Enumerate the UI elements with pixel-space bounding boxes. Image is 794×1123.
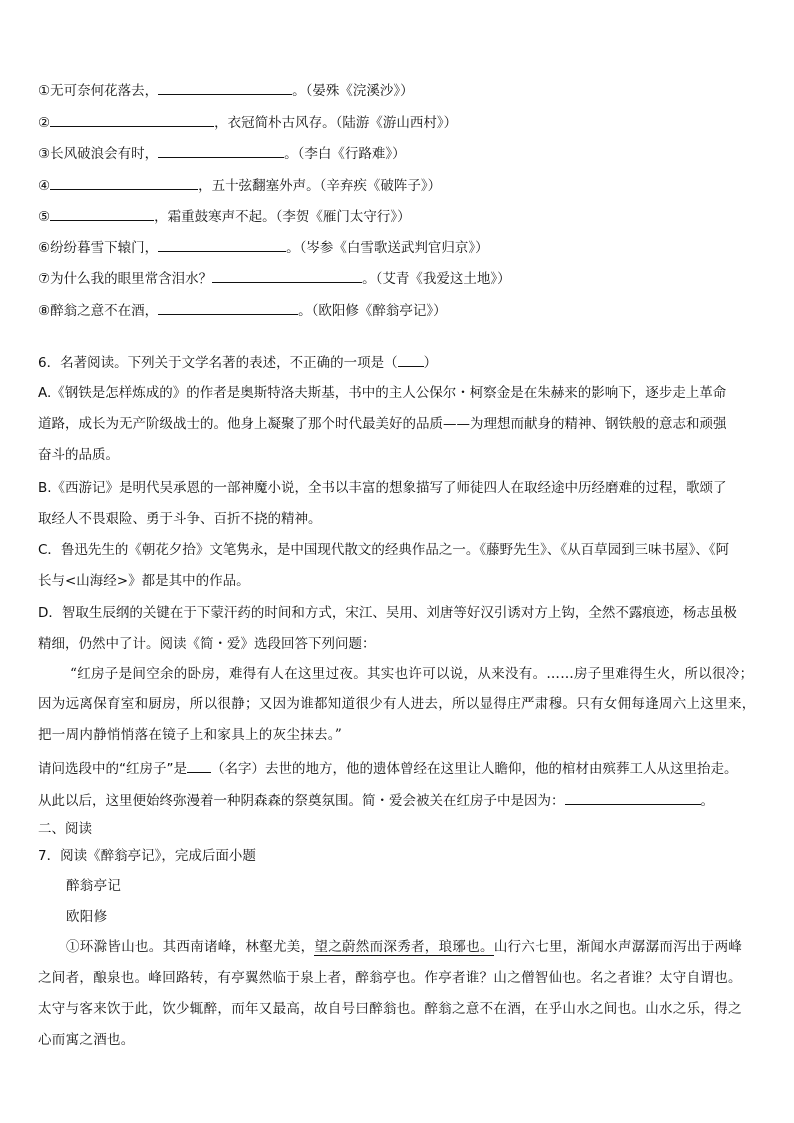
line-text: ③长风破浪会有时， (38, 146, 159, 162)
option-b-line-1: B.《西游记》是明代吴承恩的一部神魔小说，全书以丰富的想象描写了师徒四人在取经途中历经磨难的过程，歌颂了 (38, 480, 727, 496)
question-text: 6．名著阅读。下列关于文学名著的表述，不正确的一项是（ (38, 355, 398, 371)
passage-line-1 (66, 937, 760, 957)
answer-blank[interactable] (158, 237, 286, 252)
question-6-stem (38, 352, 758, 373)
line-text: ，衣冠简朴古风存。（陆游《游山西村》） (214, 115, 458, 131)
option-d-line-2: 精细，仍然中了计。阅读《简・爱》选段回答下列问题： (38, 636, 376, 652)
option-c-line-1: C．鲁迅先生的《朝花夕拾》文笔隽永，是中国现代散文的经典作品之一。《藤野先生》、《从百草园到三味书屋》、《阿 (38, 542, 730, 558)
quote-line-2: 因为远离保育室和厨房，所以很静；又因为谁都知道很少有人进去，所以显得庄严肃穆。只有女佣每逢周六上这里来， (38, 696, 756, 712)
blank-line-8 (38, 300, 758, 321)
question-text: 。 (700, 793, 714, 809)
line-text: ② (38, 115, 51, 131)
quote-line-3: 把一周内静悄悄落在镜子上和家具上的灰尘抹去。” (38, 727, 343, 743)
underlined-sentence: 望之蔚然而深秀者，琅琊也。 (314, 939, 494, 955)
answer-blank[interactable] (187, 758, 211, 773)
blank-line-1 (38, 80, 758, 101)
line-text: ，五十弦翻塞外声。（辛弃疾《破阵子》） (198, 178, 442, 194)
line-text: ④ (38, 178, 51, 194)
line-text: ①无可奈何花落去， (38, 83, 159, 99)
answer-blank[interactable] (50, 175, 198, 190)
answer-blank[interactable] (212, 268, 362, 283)
blank-line-7 (38, 268, 758, 289)
blank-line-3 (38, 143, 758, 164)
answer-blank[interactable] (565, 790, 701, 805)
passage-line-2: 之间者，酿泉也。峰回路转，有亭翼然临于泉上者，醉翁亭也。作亭者谁？山之僧智仙也。名之者谁？太守自谓也。 (38, 970, 742, 986)
answer-blank[interactable] (50, 206, 154, 221)
option-a-line-1: A.《钢铁是怎样炼成的》的作者是奥斯特洛夫斯基，书中的主人公保尔・柯察金是在朱赫来的影响下，逐步走上革命 (38, 385, 727, 401)
passage-text: 山行六七里，渐闻水声潺潺而泻出于两峰 (493, 939, 743, 955)
blank-line-4 (38, 175, 758, 196)
option-d-line-1: D．智取生辰纲的关键在于下蒙汗药的时间和方式，宋江、吴用、刘唐等好汉引诱对方上钩，全然不露痕迹，杨志虽极 (38, 605, 737, 621)
ask-line-2 (38, 790, 758, 811)
option-c-line-2: 长与<山海经>》都是其中的作品。 (38, 573, 250, 589)
blank-line-2 (38, 112, 758, 133)
option-b-line-2: 取经人不畏艰险、勇于斗争、百折不挠的精神。 (38, 511, 322, 527)
answer-blank[interactable] (398, 352, 424, 367)
line-text: ⑥纷纷暮雪下辕门， (38, 240, 159, 256)
ask-line-1 (38, 758, 758, 779)
answer-blank[interactable] (158, 300, 298, 315)
answer-blank[interactable] (50, 112, 214, 127)
question-7-stem: 7．阅读《醉翁亭记》，完成后面小题 (38, 848, 256, 864)
passage-title: 醉翁亭记 (66, 878, 122, 894)
line-text: ⑤ (38, 209, 51, 225)
option-a-line-3: 奋斗的品质。 (38, 447, 119, 463)
section-heading: 二、阅读 (38, 821, 92, 837)
line-text: ⑧醉翁之意不在酒， (38, 303, 159, 319)
line-text: 。（欧阳修《醉翁亭记》） (298, 303, 447, 319)
passage-line-4: 心而寓之酒也。 (38, 1032, 135, 1048)
line-text: 。（李白《行路难》） (284, 146, 406, 162)
line-text: 。（艾青《我爱这土地》） (362, 271, 511, 287)
question-text: 请问选段中的“红房子”是 (38, 761, 187, 777)
question-text: （名字）去世的地方，他的遗体曾经在这里让人瞻仰，他的棺材由殡葬工人从这里抬走。 (211, 761, 738, 777)
answer-blank[interactable] (158, 80, 292, 95)
line-text: 。（晏殊《浣溪沙》） (292, 83, 414, 99)
passage-author: 欧阳修 (66, 909, 108, 925)
line-text: 。（岑参《白雪歌送武判官归京》） (286, 240, 489, 256)
option-a-line-2: 道路，成长为无产阶级战士的。他身上凝聚了那个时代最美好的品质——为理想而献身的精神、钢铁般的意志和顽强 (38, 416, 727, 432)
question-text: 从此以后，这里便始终弥漫着一种阴森森的祭奠氛围。简・爱会被关在红房子中是因为： (38, 793, 565, 809)
line-text: ⑦为什么我的眼里常含泪水？ (38, 271, 213, 287)
question-text: ） (423, 355, 438, 371)
line-text: ，霜重鼓寒声不起。（李贺《雁门太守行》） (154, 209, 411, 225)
passage-line-3: 太守与客来饮于此，饮少辄醉，而年又最高，故自号曰醉翁也。醉翁之意不在酒，在乎山水之间也。山水之乐，得之 (38, 1001, 742, 1017)
quote-line-1: “红房子是间空余的卧房，难得有人在这里过夜。其实也许可以说，从来没有。……房子里难得生火，所以很冷； (70, 666, 754, 682)
passage-text: ①环滁皆山也。其西南诸峰，林壑尤美， (66, 939, 315, 955)
answer-blank[interactable] (158, 143, 284, 158)
blank-line-6 (38, 237, 758, 258)
blank-line-5 (38, 206, 758, 227)
